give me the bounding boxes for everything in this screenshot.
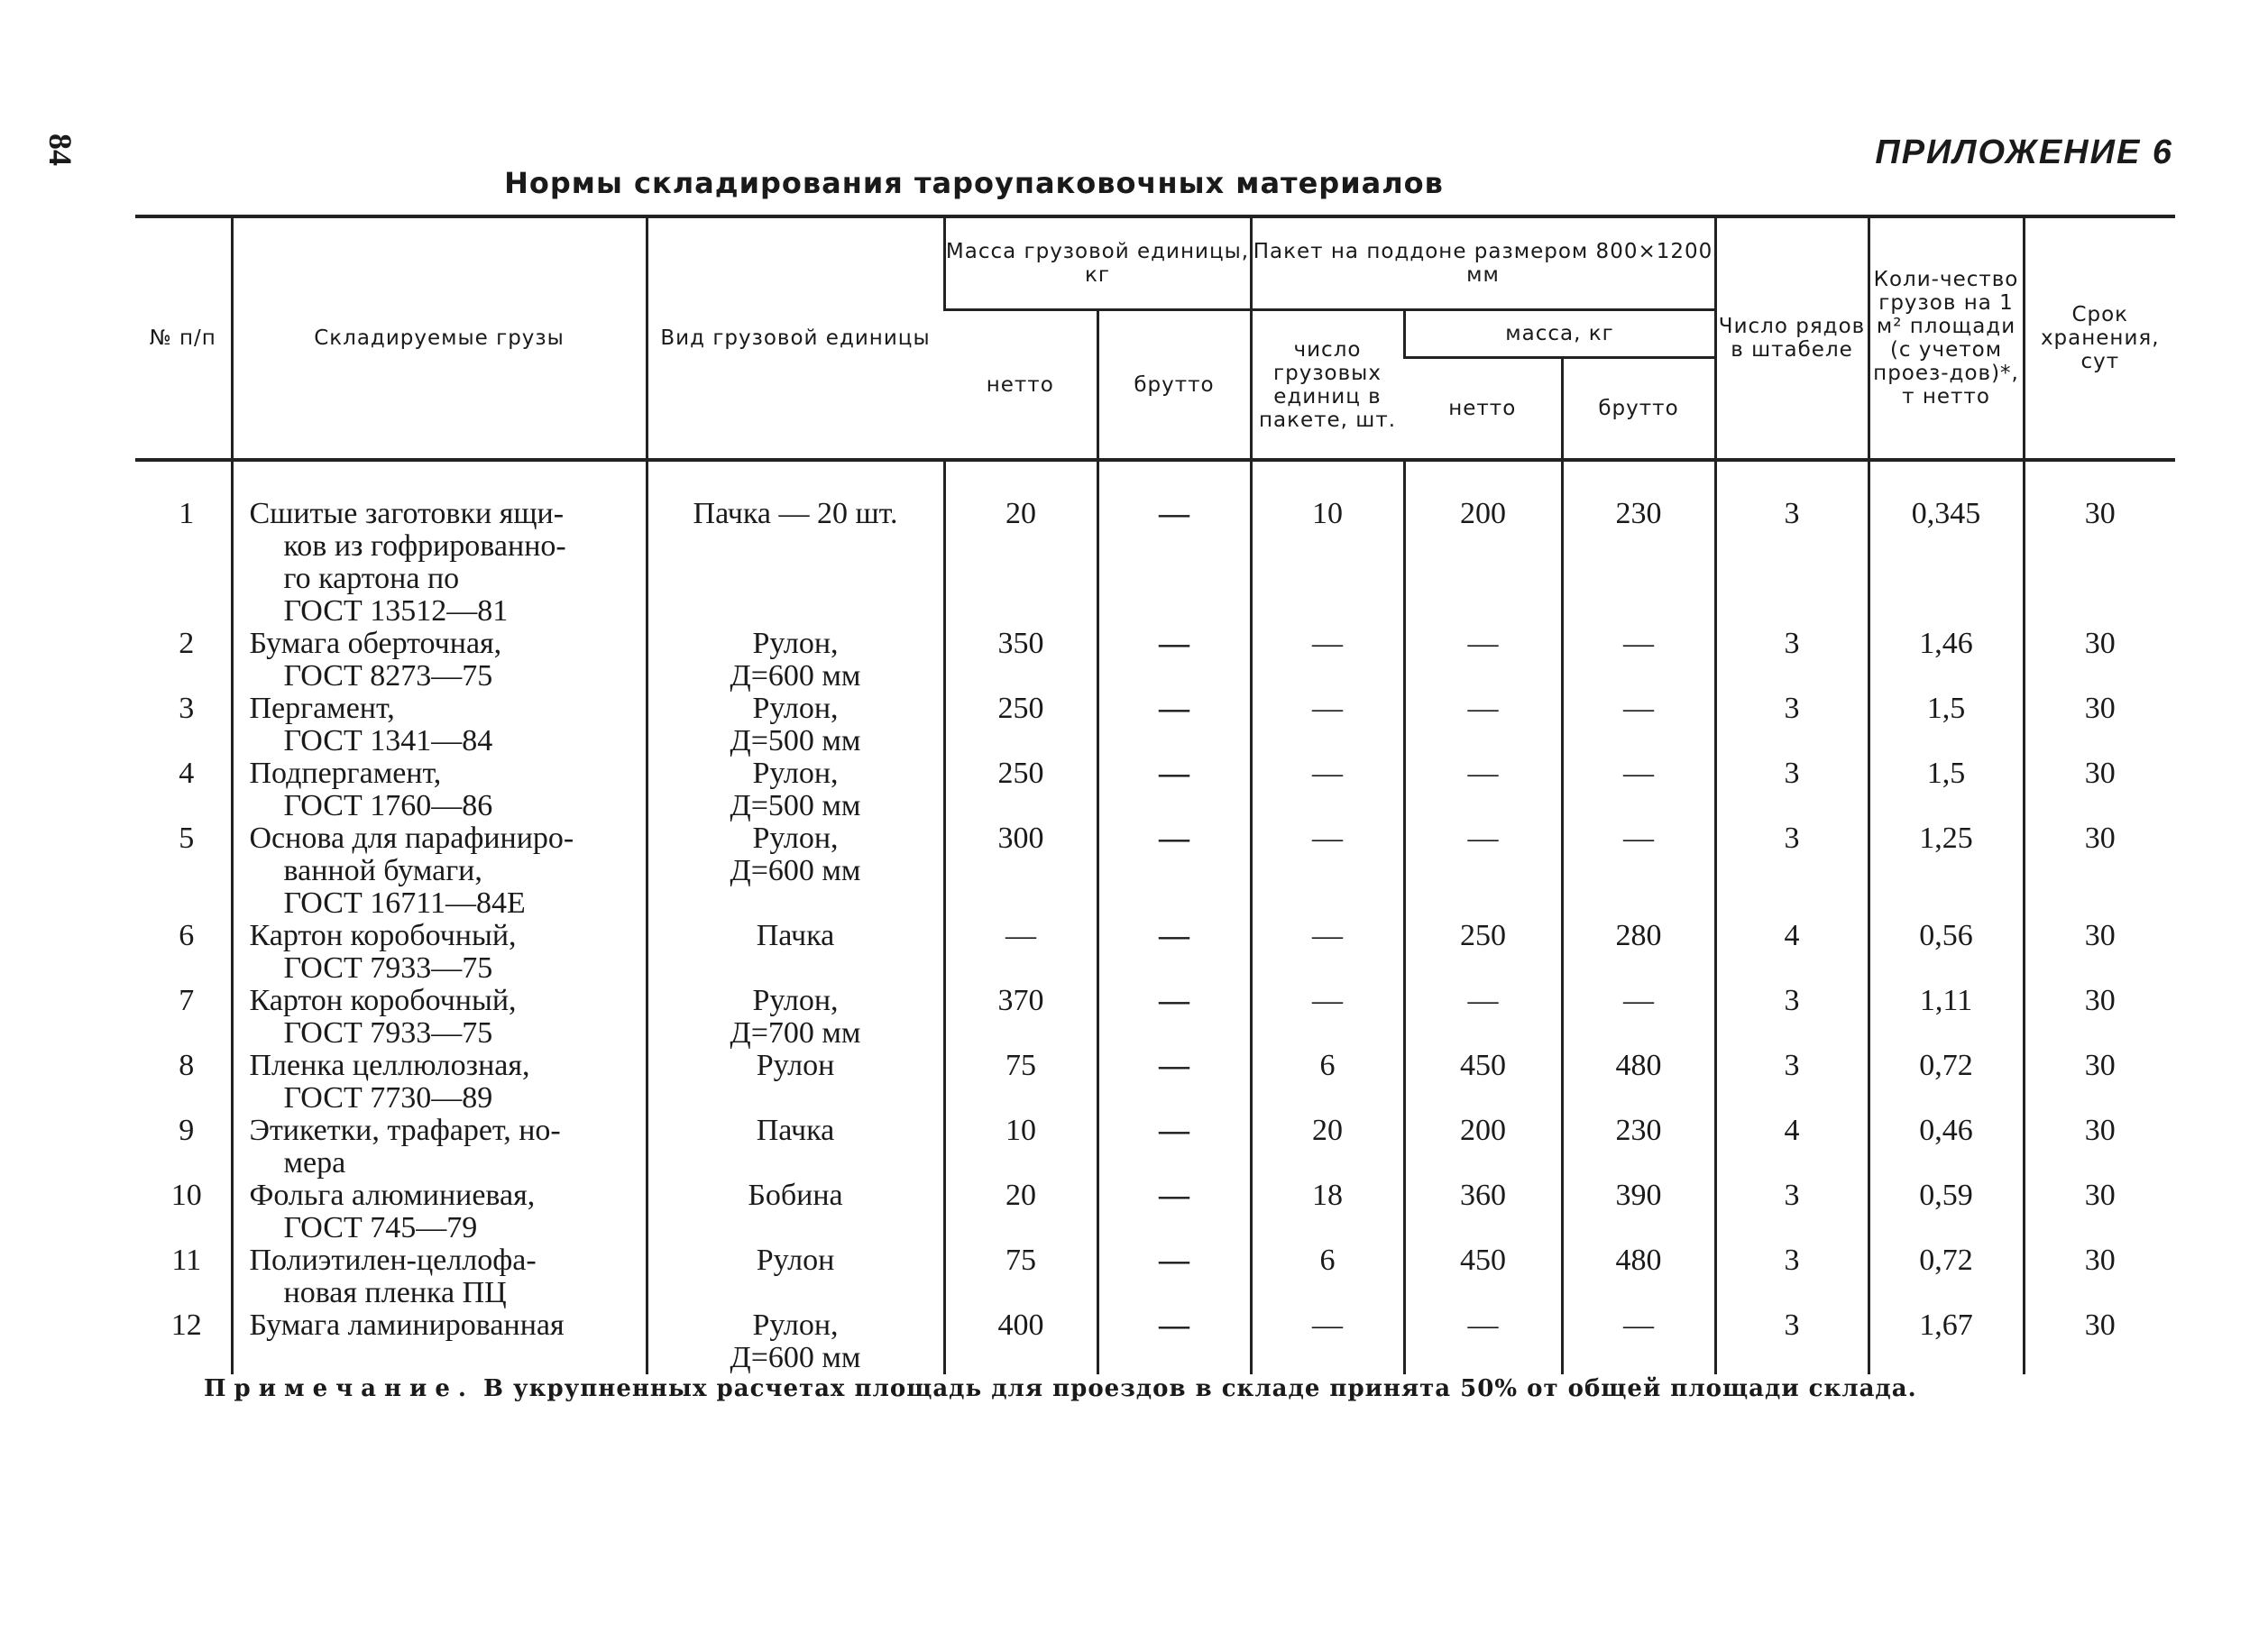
- footnote-text: В укрупненных расчетах площадь для проездов в складе принята 50% от общей площади склада.: [483, 1375, 1917, 1402]
- cell-pallet-brutto: 230: [1562, 1115, 1715, 1180]
- cargo-line: ГОСТ 16711—84Е: [283, 886, 526, 920]
- header-storage: Срок хранения, сут: [2024, 216, 2175, 460]
- header-unit-type: Вид грузовой единицы: [647, 216, 944, 460]
- cell-unit-netto: 10: [944, 1115, 1097, 1180]
- cell-pallet-brutto: 280: [1562, 920, 1715, 985]
- cell-per-m2: 1,11: [1869, 985, 2024, 1050]
- cell-pallet-netto: —: [1404, 1309, 1562, 1374]
- cell-storage: 30: [2024, 628, 2175, 693]
- unit-line: Д=600 мм: [730, 1341, 861, 1374]
- cargo-line: Этикетки, трафарет, но-: [249, 1114, 561, 1147]
- header-unit-brutto: брутто: [1097, 310, 1251, 461]
- cell-no: 4: [179, 757, 195, 790]
- unit-line: Рулон,: [752, 757, 839, 790]
- cell-storage: 30: [2024, 1180, 2175, 1244]
- cell-storage: 30: [2024, 920, 2175, 985]
- cargo-line: Основа для парафиниро-: [249, 822, 574, 855]
- cell-unit-brutto: —: [1097, 628, 1251, 693]
- table-row: [135, 1115, 2175, 1180]
- cell-no: 6: [179, 919, 195, 952]
- cell-unit-type: [647, 1244, 944, 1309]
- cell-rows: 4: [1715, 920, 1869, 985]
- cargo-line: ГОСТ 7933—75: [283, 951, 493, 985]
- cargo-line: Подпергамент,: [249, 757, 442, 790]
- unit-line: Пачка: [756, 1114, 835, 1147]
- cell-unit-netto: 250: [944, 757, 1097, 822]
- cell-rows: 3: [1715, 628, 1869, 693]
- cell-count-in-pack: 10: [1251, 460, 1404, 628]
- cell-pallet-netto: 200: [1404, 1115, 1562, 1180]
- cargo-line: ГОСТ 7933—75: [283, 1016, 493, 1050]
- table-body: [135, 460, 2175, 1374]
- cell-cargo: [232, 920, 647, 985]
- cell-unit-type: [647, 757, 944, 822]
- table-row: [135, 985, 2175, 1050]
- cell-pallet-netto: 360: [1404, 1180, 1562, 1244]
- cell-rows: 3: [1715, 757, 1869, 822]
- cell-storage: 30: [2024, 1050, 2175, 1115]
- cell-count-in-pack: 6: [1251, 1244, 1404, 1309]
- cell-unit-type: [647, 920, 944, 985]
- cargo-line: ванной бумаги,: [283, 854, 482, 887]
- cargo-line: го картона по: [283, 562, 460, 595]
- cell-pallet-brutto: 390: [1562, 1180, 1715, 1244]
- cargo-line: ков из гофрированно-: [283, 529, 566, 563]
- header-pallet: Пакет на поддоне размером 800×1200 мм: [1251, 216, 1715, 310]
- unit-line: Рулон,: [752, 822, 839, 855]
- cell-no: 9: [179, 1114, 195, 1147]
- cell-per-m2: 0,72: [1869, 1050, 2024, 1115]
- cargo-line: Картон коробочный,: [249, 919, 517, 952]
- unit-line: Д=500 мм: [730, 789, 861, 822]
- cell-per-m2: 0,72: [1869, 1244, 2024, 1309]
- appendix-label: ПРИЛОЖЕНИЕ 6: [1875, 133, 2173, 171]
- cell-storage: 30: [2024, 1115, 2175, 1180]
- cell-unit-netto: 370: [944, 985, 1097, 1050]
- cell-unit-type: [647, 460, 944, 628]
- cell-storage: 30: [2024, 822, 2175, 920]
- cell-per-m2: 1,46: [1869, 628, 2024, 693]
- cargo-line: Пергамент,: [249, 692, 395, 725]
- cell-pallet-netto: —: [1404, 693, 1562, 757]
- cell-unit-type: [647, 628, 944, 693]
- table-row: [135, 1180, 2175, 1244]
- cell-storage: 30: [2024, 693, 2175, 757]
- cell-per-m2: 0,46: [1869, 1115, 2024, 1180]
- cell-per-m2: 1,25: [1869, 822, 2024, 920]
- table-title: [0, 166, 2268, 200]
- cell-unit-netto: 75: [944, 1244, 1097, 1309]
- cell-unit-type: [647, 985, 944, 1050]
- header-unit-mass: Масса грузовой единицы, кг: [944, 216, 1251, 310]
- cell-pallet-brutto: —: [1562, 1309, 1715, 1374]
- table-row: [135, 693, 2175, 757]
- cargo-line: ГОСТ 1760—86: [283, 789, 493, 822]
- cargo-line: Полиэтилен-целлофа-: [249, 1244, 537, 1277]
- cell-count-in-pack: —: [1251, 985, 1404, 1050]
- unit-line: Рулон,: [752, 627, 839, 660]
- cargo-line: ГОСТ 7730—89: [283, 1081, 493, 1115]
- unit-line: Д=700 мм: [730, 1016, 861, 1050]
- header-rows: Число рядов в штабеле: [1715, 216, 1869, 460]
- table-header: [135, 216, 2175, 460]
- cell-unit-netto: 75: [944, 1050, 1097, 1115]
- cell-no: 3: [179, 692, 195, 725]
- table-row: [135, 1244, 2175, 1309]
- cell-count-in-pack: 18: [1251, 1180, 1404, 1244]
- cell-rows: 4: [1715, 1115, 1869, 1180]
- cell-count-in-pack: —: [1251, 628, 1404, 693]
- cell-cargo: [232, 1180, 647, 1244]
- cargo-line: ГОСТ 13512—81: [283, 594, 509, 628]
- cell-storage: 30: [2024, 1309, 2175, 1374]
- cell-cargo: [232, 1244, 647, 1309]
- cargo-line: Бумага ламинированная: [249, 1308, 565, 1342]
- cell-unit-brutto: —: [1097, 460, 1251, 628]
- unit-line: Рулон,: [752, 692, 839, 725]
- cell-per-m2: 0,56: [1869, 920, 2024, 985]
- cell-no: 10: [170, 1179, 202, 1212]
- cell-unit-netto: 20: [944, 460, 1097, 628]
- cargo-line: новая пленка ПЦ: [283, 1276, 507, 1309]
- cell-pallet-netto: —: [1404, 822, 1562, 920]
- cell-per-m2: 0,59: [1869, 1180, 2024, 1244]
- cargo-line: Фольга алюминиевая,: [249, 1179, 536, 1212]
- cell-storage: 30: [2024, 985, 2175, 1050]
- cell-no: 2: [179, 627, 195, 660]
- cell-count-in-pack: 20: [1251, 1115, 1404, 1180]
- cell-pallet-netto: —: [1404, 757, 1562, 822]
- cell-pallet-netto: 200: [1404, 460, 1562, 628]
- table-row: [135, 628, 2175, 693]
- cargo-line: Картон коробочный,: [249, 984, 517, 1017]
- cell-pallet-brutto: 230: [1562, 460, 1715, 628]
- cargo-line: Бумага оберточная,: [249, 627, 502, 660]
- header-count-in-pack: число грузовых единиц в пакете, шт.: [1251, 310, 1404, 461]
- cell-unit-netto: —: [944, 920, 1097, 985]
- header-pallet-mass: масса, кг: [1404, 310, 1715, 358]
- cell-unit-brutto: —: [1097, 822, 1251, 920]
- cell-per-m2: 1,5: [1869, 757, 2024, 822]
- header-unit-netto: нетто: [944, 310, 1097, 461]
- cell-cargo: [232, 1309, 647, 1374]
- cell-pallet-netto: —: [1404, 985, 1562, 1050]
- unit-line: Д=600 мм: [730, 854, 861, 887]
- cell-per-m2: 1,67: [1869, 1309, 2024, 1374]
- cell-count-in-pack: —: [1251, 757, 1404, 822]
- cell-pallet-brutto: —: [1562, 628, 1715, 693]
- unit-line: Рулон: [756, 1244, 835, 1277]
- cell-storage: 30: [2024, 460, 2175, 628]
- cell-unit-type: [647, 1180, 944, 1244]
- cell-rows: 3: [1715, 460, 1869, 628]
- cell-per-m2: 1,5: [1869, 693, 2024, 757]
- cell-cargo: [232, 985, 647, 1050]
- cargo-line: Пленка целлюлозная,: [249, 1049, 530, 1082]
- cargo-line: мера: [283, 1146, 346, 1180]
- cell-unit-type: [647, 693, 944, 757]
- cell-pallet-netto: 250: [1404, 920, 1562, 985]
- table-row: [135, 920, 2175, 985]
- footnote-lead: Примечание.: [204, 1375, 474, 1402]
- cell-rows: 3: [1715, 693, 1869, 757]
- cell-no: 5: [179, 822, 195, 855]
- cell-unit-type: [647, 822, 944, 920]
- cell-unit-brutto: —: [1097, 920, 1251, 985]
- cell-pallet-netto: 450: [1404, 1244, 1562, 1309]
- cell-rows: 3: [1715, 985, 1869, 1050]
- cell-cargo: [232, 1050, 647, 1115]
- cell-unit-netto: 20: [944, 1180, 1097, 1244]
- table-row: [135, 822, 2175, 920]
- cell-count-in-pack: —: [1251, 1309, 1404, 1374]
- cell-storage: 30: [2024, 757, 2175, 822]
- table-title-text: Нормы складирования тароупаковочных материалов: [504, 166, 1444, 200]
- cell-no: 7: [179, 984, 195, 1017]
- table-row: [135, 757, 2175, 822]
- cell-pallet-netto: 450: [1404, 1050, 1562, 1115]
- cell-unit-brutto: —: [1097, 985, 1251, 1050]
- cell-rows: 3: [1715, 822, 1869, 920]
- header-no: № п/п: [135, 216, 232, 460]
- cell-pallet-brutto: —: [1562, 822, 1715, 920]
- unit-line: Д=500 мм: [730, 724, 861, 757]
- cell-unit-brutto: —: [1097, 1050, 1251, 1115]
- cell-cargo: [232, 693, 647, 757]
- cargo-line: ГОСТ 1341—84: [283, 724, 493, 757]
- unit-line: Рулон,: [752, 1308, 839, 1342]
- cell-cargo: [232, 460, 647, 628]
- unit-line: Рулон: [756, 1049, 835, 1082]
- cell-unit-netto: 250: [944, 693, 1097, 757]
- cell-unit-type: [647, 1115, 944, 1180]
- cell-unit-brutto: —: [1097, 1180, 1251, 1244]
- cell-unit-brutto: —: [1097, 1115, 1251, 1180]
- cell-rows: 3: [1715, 1244, 1869, 1309]
- page-number: 84: [42, 133, 78, 166]
- cell-unit-netto: 400: [944, 1309, 1097, 1374]
- cell-rows: 3: [1715, 1180, 1869, 1244]
- cargo-line: ГОСТ 8273—75: [283, 659, 493, 693]
- cell-count-in-pack: 6: [1251, 1050, 1404, 1115]
- cell-storage: 30: [2024, 1244, 2175, 1309]
- unit-line: Пачка — 20 шт.: [693, 497, 898, 530]
- header-cargo: Складируемые грузы: [232, 216, 647, 460]
- cell-cargo: [232, 1115, 647, 1180]
- cell-rows: 3: [1715, 1050, 1869, 1115]
- cargo-line: Сшитые заготовки ящи-: [249, 497, 565, 530]
- header-pallet-netto: нетто: [1404, 358, 1562, 461]
- cell-cargo: [232, 757, 647, 822]
- header-pallet-brutto: брутто: [1562, 358, 1715, 461]
- unit-line: Бобина: [748, 1179, 843, 1212]
- cell-no: 8: [179, 1049, 195, 1082]
- cell-unit-brutto: —: [1097, 757, 1251, 822]
- cell-no: 12: [170, 1308, 202, 1342]
- cell-count-in-pack: —: [1251, 693, 1404, 757]
- table-row: [135, 1309, 2175, 1374]
- cell-cargo: [232, 822, 647, 920]
- cell-no: 11: [171, 1244, 202, 1277]
- cell-count-in-pack: —: [1251, 920, 1404, 985]
- cell-unit-netto: 350: [944, 628, 1097, 693]
- cell-unit-brutto: —: [1097, 693, 1251, 757]
- cell-pallet-netto: —: [1404, 628, 1562, 693]
- cell-pallet-brutto: —: [1562, 757, 1715, 822]
- cargo-line: ГОСТ 745—79: [283, 1211, 478, 1244]
- cell-pallet-brutto: 480: [1562, 1050, 1715, 1115]
- unit-line: Рулон,: [752, 984, 839, 1017]
- header-per-m2: Коли-чество грузов на 1 м² площади (с учетом проез-дов)*, т нетто: [1869, 216, 2024, 460]
- cell-pallet-brutto: —: [1562, 985, 1715, 1050]
- cell-per-m2: 0,345: [1869, 460, 2024, 628]
- cell-pallet-brutto: —: [1562, 693, 1715, 757]
- unit-line: Д=600 мм: [730, 659, 861, 693]
- cell-unit-brutto: —: [1097, 1244, 1251, 1309]
- norms-table: [135, 215, 2175, 1374]
- cell-unit-type: [647, 1309, 944, 1374]
- cell-unit-brutto: —: [1097, 1309, 1251, 1374]
- cell-unit-type: [647, 1050, 944, 1115]
- cell-count-in-pack: —: [1251, 822, 1404, 920]
- cell-cargo: [232, 628, 647, 693]
- cell-pallet-brutto: 480: [1562, 1244, 1715, 1309]
- cell-unit-netto: 300: [944, 822, 1097, 920]
- cell-no: 1: [179, 497, 195, 530]
- unit-line: Пачка: [756, 919, 835, 952]
- footnote: [204, 1375, 1917, 1402]
- table-row: [135, 1050, 2175, 1115]
- table-row: [135, 460, 2175, 628]
- cell-rows: 3: [1715, 1309, 1869, 1374]
